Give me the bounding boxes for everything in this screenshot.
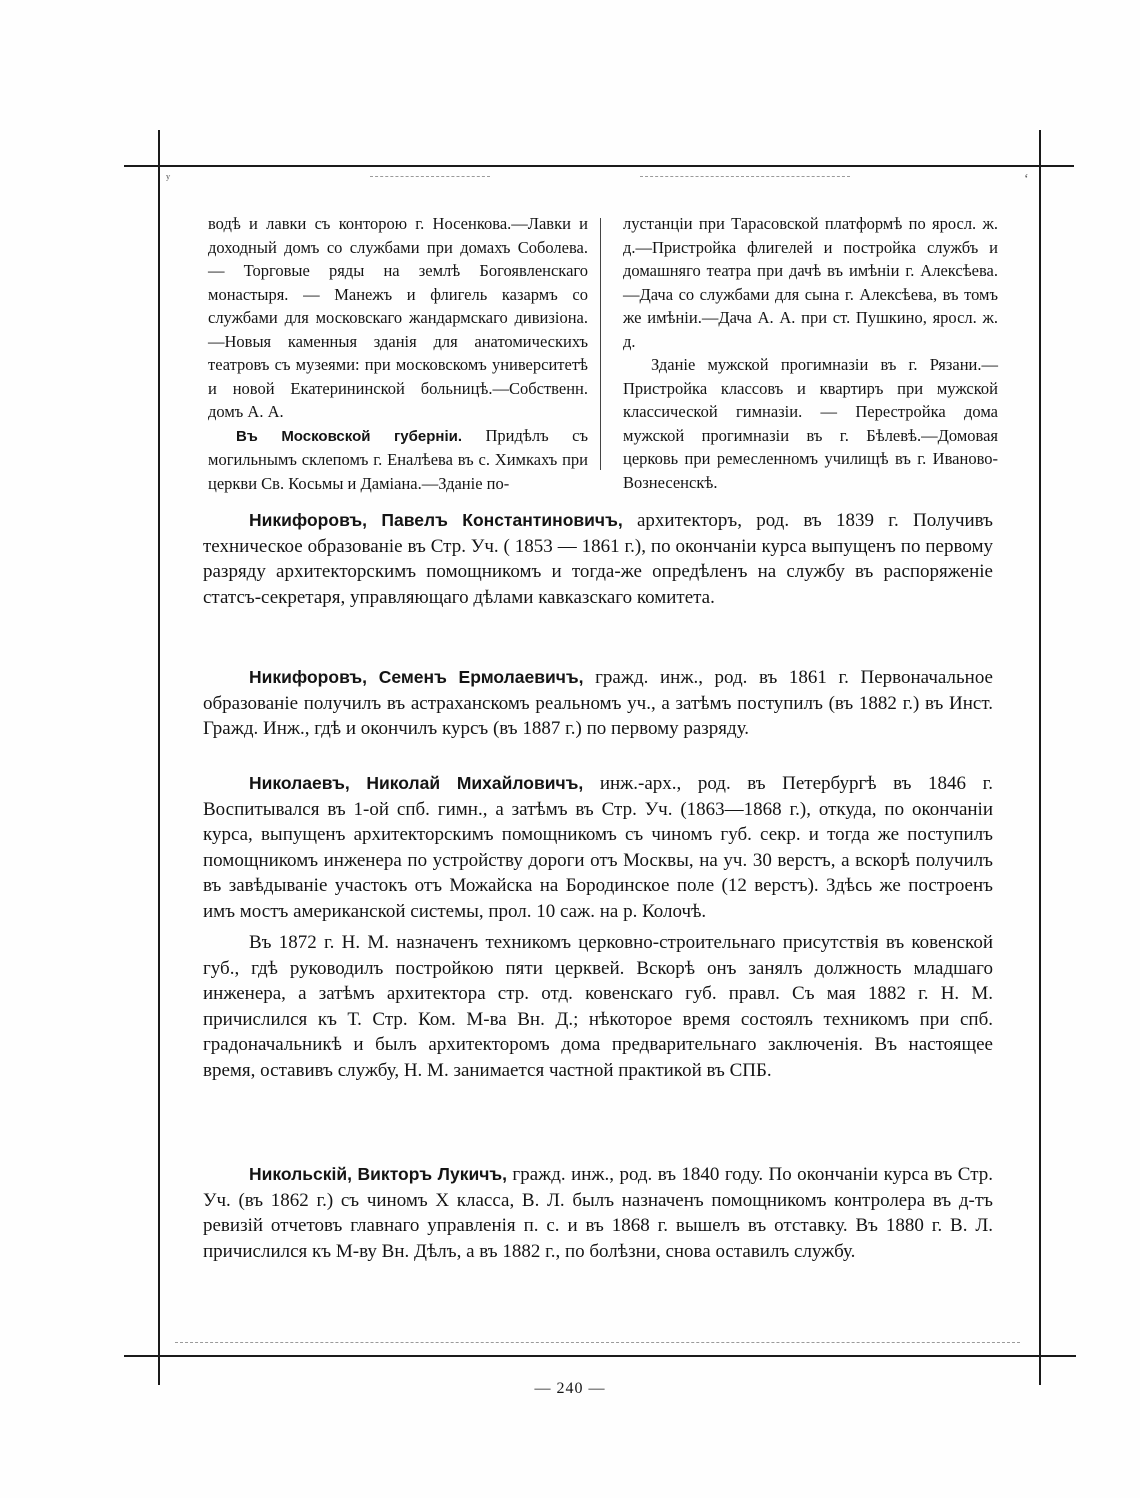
entry-name: Николаевъ, Николай Михайловичъ, [249,773,584,793]
entry-text: гражд. инж., род. въ 1861 г. Первоначальное образованіе получилъ въ астраханскомъ реальномъ уч., а затѣмъ поступилъ (въ 1882 г.) въ Инст. Гражд. Инж., гдѣ и окончилъ курсъ (въ 1887 г.) по первому разряду. [203,667,993,739]
entry-nikiforov-semen [203,665,993,742]
left-column [208,212,588,495]
entry-paragraph [203,771,993,924]
column-divider [600,218,601,470]
frame-inner-top-dashes [370,176,490,177]
section-label-moscow-province: Въ Московской губерніи. [236,427,462,445]
frame-bottom-horizontal [124,1355,1076,1357]
entry-text: гражд. инж., род. въ 1840 году. По окончаніи курса въ Стр. Уч. (въ 1862 г.) съ чиномъ X класса, В. Л. былъ назначенъ помощникомъ контролера въ д-тъ ревизій отчетовъ главнаго управленія п. с. и въ 1868 г. вышелъ въ отставку. Въ 1880 г. В. Л. причислился къ М-ву Вн. Дѣлъ, а въ 1882 г., по болѣзни, снова оставилъ службу. [203,1164,993,1262]
corner-ornament-top-right: ʻ [1024,172,1029,187]
entry-text: архитекторъ, род. въ 1839 г. Получивъ техническое образованіе въ Стр. Уч. ( 1853 — 1861 г.), по окончаніи курса выпущенъ по первому разряду архитекторскимъ помощникомъ и тогда-же опредѣленъ на службу въ распоряженіе статсъ-секретаря, управляющаго дѣлами кавказскаго комитета. [203,510,993,608]
right-column-paragraph: лустанціи при Тарасовской платформѣ по яросл. ж. д.—Пристройка флигелей и постройка службъ и домашняго театра при дачѣ въ имѣніи г. Алексѣева.—Дача со службами для сына г. Алексѣева, въ томъ же имѣніи.—Дача А. А. при ст. Пушкино, яросл. ж. д. [623,214,998,351]
frame-right-vertical [1039,130,1041,1385]
frame-inner-top-dashes-right [640,176,850,177]
entry-nikolsky-viktor [203,1162,993,1264]
entry-paragraph [203,665,993,742]
entry-nikolaev-nikolai [203,771,993,1083]
entry-name: Никифоровъ, Павелъ Константиновичъ, [249,510,623,530]
frame-left-vertical [158,130,160,1385]
right-column [623,212,998,494]
left-column-paragraph: водѣ и лавки съ конторою г. Носенкова.—Лавки и доходный домъ со службами при домахъ Соболева. — Торговые ряды на землѣ Богоявленскаго монастыря. — Манежъ и флигель казармъ со службами для московскаго жандармскаго дивизіона.—Новыя каменныя зданія для анатомическихъ театровъ съ музеями: при московскомъ университетѣ и новой Екатерининской больницѣ.—Собственн. домъ А. А. [208,214,588,421]
entry-name: Никифоровъ, Семенъ Ермолаевичъ, [249,667,584,687]
frame-top-horizontal [124,165,1074,167]
entry-nikiforov-pavel [203,508,993,610]
left-column-text: Придѣлъ съ могильнымъ склепомъ г. Еналѣева въ с. Химкахъ при церкви Св. Косьмы и Даміана.—Зданіе по- [208,425,588,493]
page-number: — 240 — [534,1380,606,1397]
entry-paragraph [203,1162,993,1264]
entry-text: инж.-арх., род. въ Петербургѣ въ 1846 г. Воспитывался въ 1-ой спб. гимн., а затѣмъ въ Стр. Уч. (1863—1868 г.), откуда, по окончаніи курса, выпущенъ архитекторскимъ помощникомъ съ чиномъ губ. секр. и тогда же поступилъ помощникомъ инженера по устройству дороги отъ Москвы, на уч. 30 верстъ, а вскорѣ получилъ въ завѣдываніе участокъ отъ Можайска на Бородинское поле (12 верстъ). Здѣсь же построенъ имъ мостъ американской системы, прол. 10 саж. на р. Колочѣ. [203,773,993,922]
entry-paragraph [203,508,993,610]
left-column-paragraph [208,424,588,496]
right-column-paragraph: Зданіе мужской прогимназіи въ г. Рязани.—Пристройка классовъ и квартиръ при мужской классической гимназіи. — Перестройка дома мужской прогимназіи въ г. Бѣлевѣ.—Домовая церковь при ремесленномъ училищѣ въ г. Иваново-Вознесенскѣ. [623,355,998,492]
entry-paragraph: Въ 1872 г. Н. М. назначенъ техникомъ церковно-строительнаго присутствія въ ковенской губ., гдѣ руководилъ постройкою пяти церквей. Вскорѣ онъ занялъ должность младшаго инженера, а затѣмъ архитектора стр. отд. ковенскаго губ. правл. Съ мая 1882 г. Н. М. причислился къ Т. Стр. Ком. М-ва Вн. Д.; нѣкоторое время состоялъ техникомъ при спб. градоначальникѣ и былъ архитекторомъ дома предварительнаго заключенія. Въ настоящее время, оставивъ службу, Н. М. занимается частной практикой въ СПБ. [203,932,993,1081]
entry-name: Никольскій, Викторъ Лукичъ, [249,1164,507,1184]
frame-inner-bottom-dashes [175,1342,1020,1343]
corner-ornament-top-left: ʸ [166,172,171,187]
